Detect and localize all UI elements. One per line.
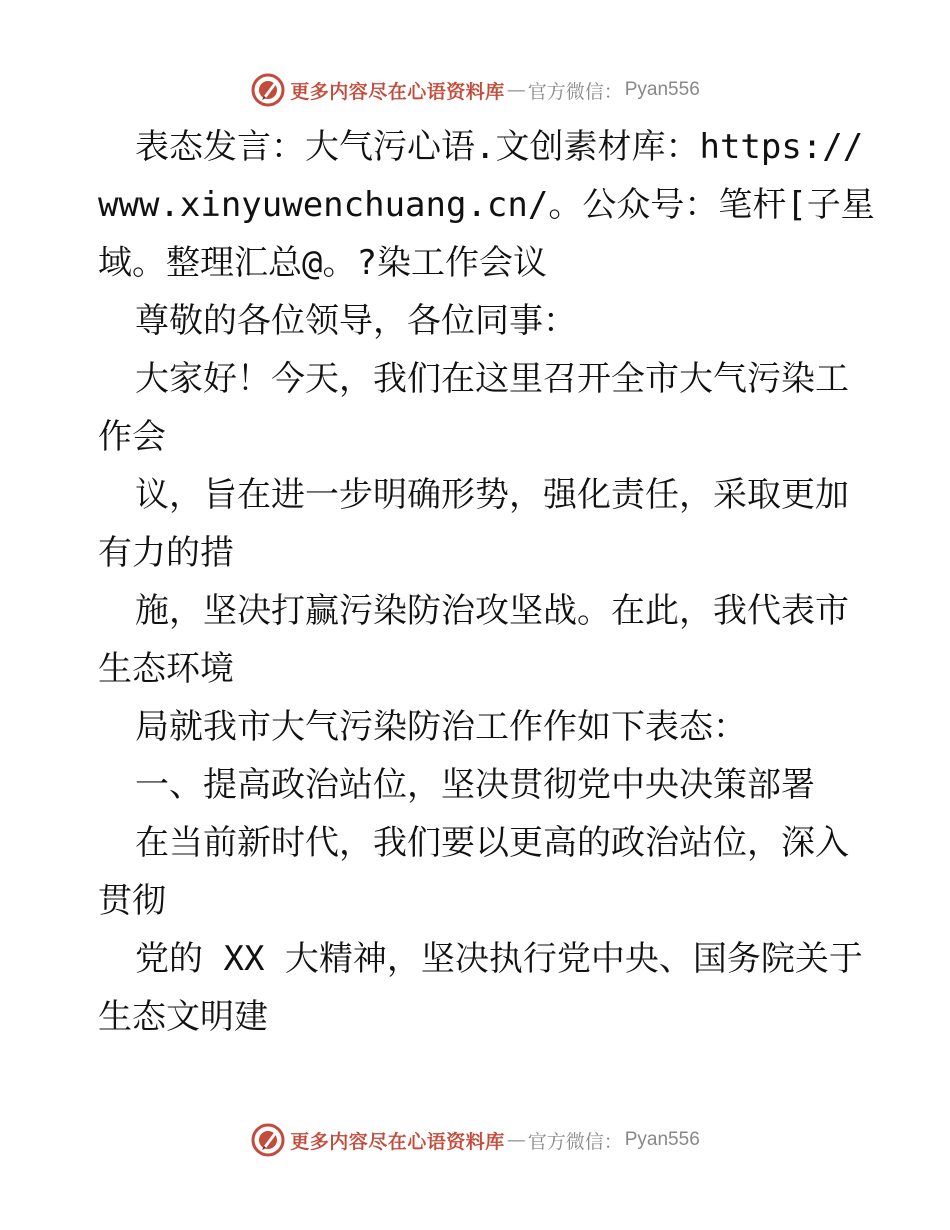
- watermark-separator: —: [506, 79, 526, 101]
- pen-logo-icon: [250, 1122, 286, 1158]
- text-line: www.xinyuwenchuang.cn/。公众号：笔杆[子星: [98, 185, 875, 225]
- watermark-brand: 更多内容尽在心语资料库: [290, 80, 505, 103]
- section-heading: 一、提高政治站位，坚决贯彻党中央决策部署: [135, 765, 815, 805]
- text-line: 生态文明建: [98, 997, 268, 1037]
- text-line: 党的 XX 大精神，坚决执行党中央、国务院关于: [135, 939, 863, 979]
- text-line: 尊敬的各位领导，各位同事：: [135, 301, 577, 341]
- watermark-brand: 更多内容尽在心语资料库: [290, 1130, 505, 1153]
- watermark-id: Pyan556: [624, 79, 700, 100]
- document-body: [98, 118, 875, 1046]
- watermark-label: 官方微信：: [527, 80, 623, 103]
- pen-logo-icon: [250, 72, 286, 108]
- text-line: 局就我市大气污染防治工作作如下表态：: [135, 707, 747, 747]
- header-watermark: [0, 70, 950, 110]
- text-line: 作会: [98, 417, 166, 457]
- text-line: 域。整理汇总@。?染工作会议: [98, 243, 547, 283]
- watermark-separator: —: [506, 1129, 526, 1151]
- text-line: 贯彻: [98, 881, 166, 921]
- text-line: 议，旨在进一步明确形势，强化责任，采取更加: [135, 475, 849, 515]
- text-line: 在当前新时代，我们要以更高的政治站位，深入: [135, 823, 849, 863]
- text-line: 大家好！今天，我们在这里召开全市大气污染工: [135, 359, 849, 399]
- text-line: 生态环境: [98, 649, 234, 689]
- text-line: 施，坚决打赢污染防治攻坚战。在此，我代表市: [135, 591, 849, 631]
- watermark-label: 官方微信：: [527, 1130, 623, 1153]
- footer-watermark: [0, 1120, 950, 1160]
- text-line: 有力的措: [98, 533, 234, 573]
- text-line: 表态发言：大气污心语.文创素材库：https://: [135, 127, 864, 167]
- watermark-id: Pyan556: [624, 1129, 700, 1150]
